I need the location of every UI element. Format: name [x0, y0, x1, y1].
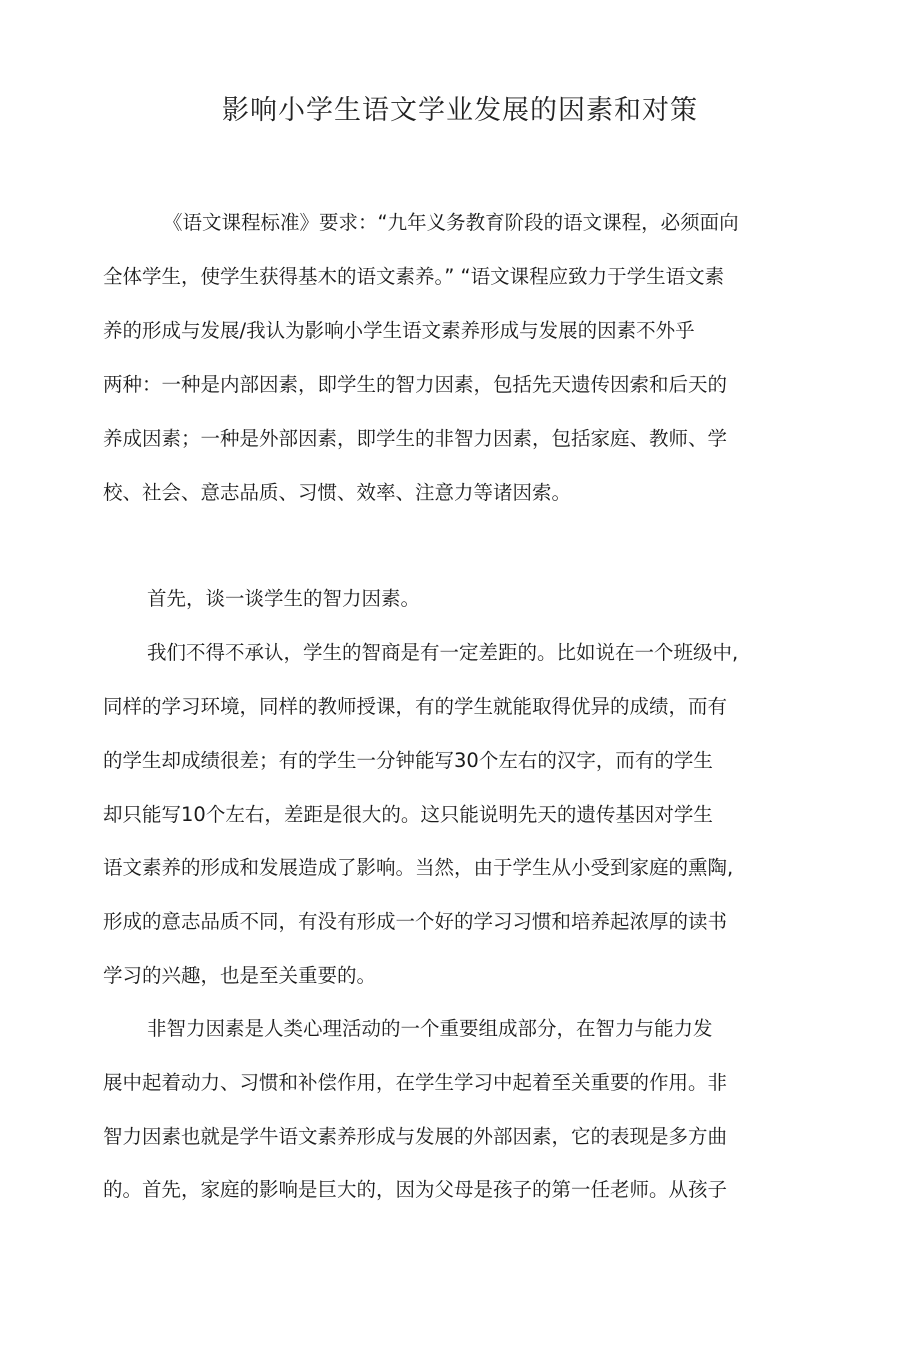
- paragraph-4-line-3: 智力因素也就是学牛语文素养形成与发展的外部因素，它的表现是多方曲: [103, 1125, 728, 1148]
- paragraph-1-line-3: 养的形成与发展/我认为影响小学生语文素养形成与发展的因素不外乎: [103, 319, 695, 342]
- paragraph-1-line-1: 《语文课程标准》要求：“九年义务教育阶段的语文课程，必须面向: [163, 211, 739, 234]
- paragraph-1-line-4: 两种：一种是内部因素，即学生的智力因素，包括先天遗传因索和后天的: [103, 373, 728, 396]
- paragraph-1-line-6: 校、社会、意志品质、习惯、效率、注意力等诸因索。: [103, 481, 572, 504]
- document-title: 影响小学生语文学业发展的因素和对策: [222, 95, 698, 126]
- paragraph-3-line-6: 形成的意志品质不同，有没有形成一个好的学习习惯和培养起浓厚的读书: [103, 910, 728, 933]
- paragraph-1-line-2: 全体学生，使学生获得基木的语文素养。” “语文课程应致力于学生语文素: [103, 265, 725, 288]
- paragraph-3-line-1: 我们不得不承认，学生的智商是有一定差距的。比如说在一个班级中,: [147, 641, 739, 664]
- paragraph-3-line-5: 语文素养的形成和发展造成了影响。当然，由于学生从小受到家庭的熏陶,: [103, 856, 734, 879]
- paragraph-3-line-7: 学习的兴趣，也是至关重要的。: [103, 964, 377, 987]
- paragraph-1-line-5: 养成因素；一种是外部因素，即学生的非智力因素，包括家庭、教师、学: [103, 427, 728, 450]
- paragraph-3-line-4: 却只能写10个左右，差距是很大的。这只能说明先天的遗传基因对学生: [103, 803, 713, 826]
- paragraph-4-line-4: 的。首先，家庭的影响是巨大的，因为父母是孩子的第一任老师。从孩子: [103, 1178, 728, 1201]
- paragraph-4-line-1: 非智力因素是人类心理活动的一个重要组成部分，在智力与能力发: [147, 1017, 713, 1040]
- paragraph-3-line-3: 的学生却成绩很差；有的学生一分钟能写30个左右的汉字，而有的学生: [103, 749, 713, 772]
- paragraph-2-line-1: 首先，谈一谈学生的智力因素。: [147, 587, 421, 610]
- paragraph-4-line-2: 展中起着动力、习惯和补偿作用，在学生学习中起着至关重要的作用。非: [103, 1071, 728, 1094]
- paragraph-3-line-2: 同样的学习环境，同样的教师授课，有的学生就能取得优异的成绩，而有: [103, 695, 728, 718]
